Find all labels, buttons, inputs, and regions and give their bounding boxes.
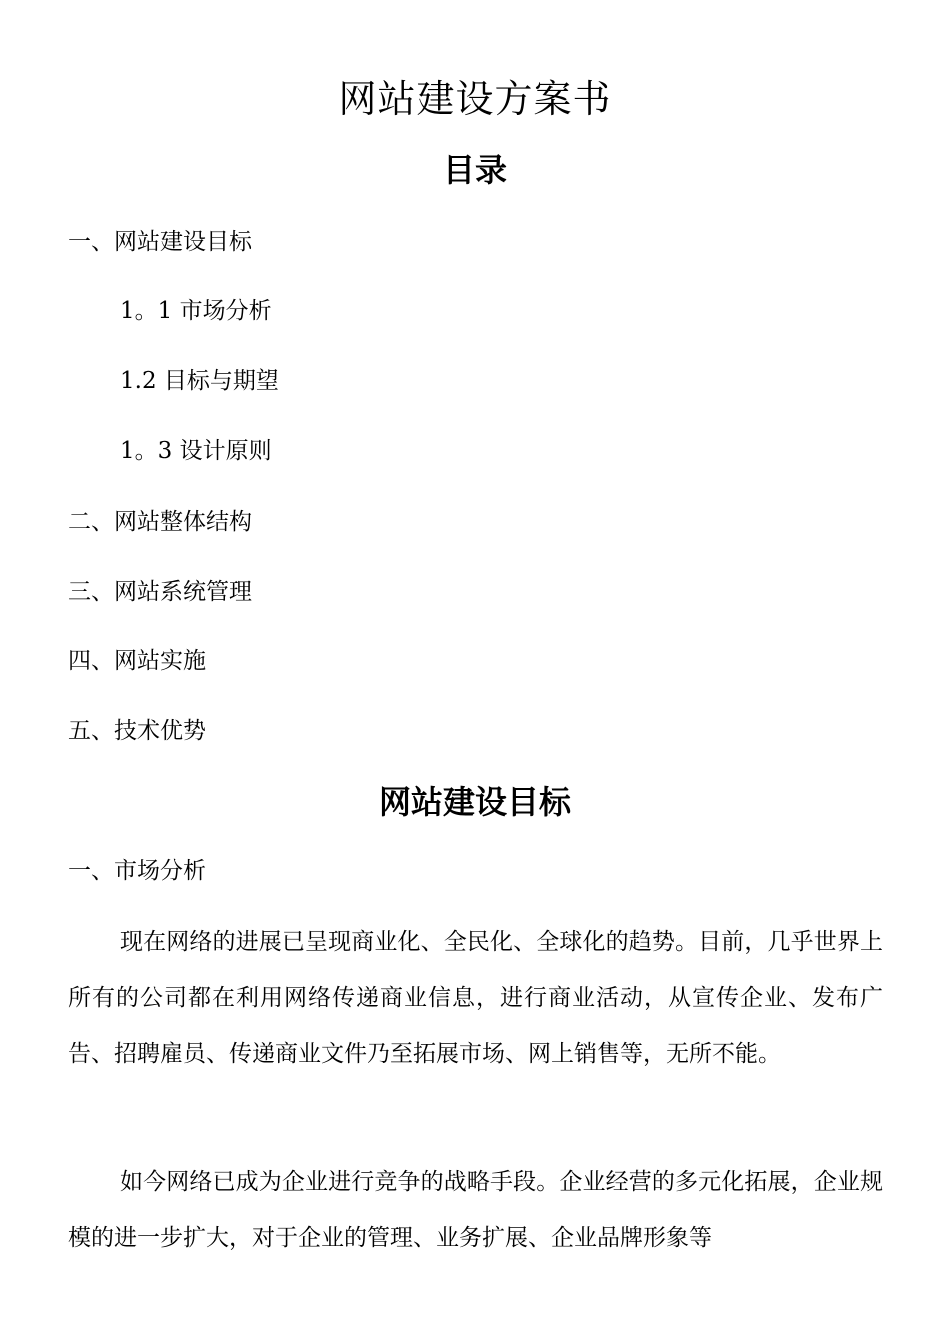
toc-heading: 目录	[442, 151, 507, 189]
toc-item: 二、网站整体结构	[68, 509, 252, 535]
section-heading: 网站建设目标	[378, 783, 571, 821]
toc-item: 一、网站建设目标	[68, 229, 252, 255]
toc-item: 1.2 目标与期望	[120, 368, 279, 394]
toc-item: 五、技术优势	[68, 718, 206, 744]
toc-item: 四、网站实施	[68, 648, 206, 674]
toc-item: 三、网站系统管理	[68, 579, 252, 605]
subsection-heading: 一、市场分析	[68, 858, 206, 884]
toc-item: 1。1 市场分析	[120, 298, 272, 324]
toc-item: 1。3 设计原则	[120, 438, 272, 464]
document-title: 网站建设方案书	[338, 77, 612, 121]
body-paragraph: 如今网络已成为企业进行竞争的战略手段。企业经营的多元化拓展，企业规模的进一步扩大，对于企业的管理、业务扩展、企业品牌形象等	[68, 1169, 883, 1251]
body-paragraph: 现在网络的进展已呈现商业化、全民化、全球化的趋势。目前，几乎世界上所有的公司都在利用网络传递商业信息，进行商业活动，从宣传企业、发布广告、招聘雇员、传递商业文件乃至拓展市场、网上销售等，无所不能。	[68, 929, 883, 1067]
